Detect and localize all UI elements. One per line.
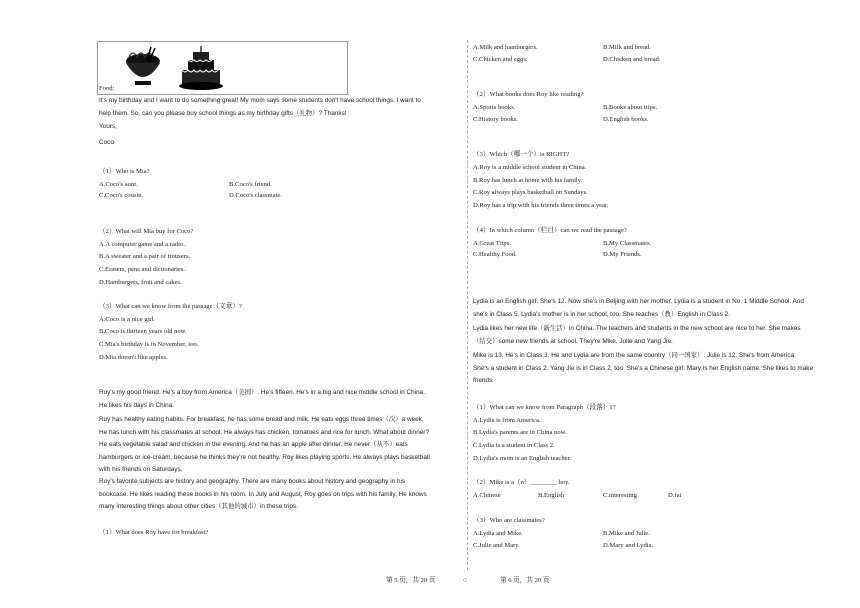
option-b[interactable]: B.Coco is thirteen years old now.: [99, 328, 187, 335]
question-stem: （4）In which column（栏目）can we read the passage?: [473, 227, 627, 234]
option-b[interactable]: B.Roy has lunch at home with his family.: [473, 177, 583, 184]
option-b[interactable]: B.A sweater and a pair of trousers.: [99, 253, 191, 260]
question-stem: （1）Who is Mia?: [99, 168, 150, 175]
option-a[interactable]: A.Coco's aunt.: [99, 181, 138, 188]
option-b[interactable]: B.Milk and bread.: [603, 44, 651, 51]
letter-closing: Yours,: [99, 123, 117, 130]
option-a[interactable]: A.Roy is a middle school student in China.: [473, 164, 587, 171]
question-stem: （2）What books does Roy like reading?: [473, 91, 584, 98]
question-stem: （3）What can we know from the passage（文章）?: [99, 303, 242, 310]
option-d[interactable]: D.Lydia's mom is an English teacher.: [473, 455, 572, 462]
roy-paragraph-1: Roy's my good friend. He's a boy from America（美国）. He's fifteen. He's in a big and nice middle school in China. He likes his days in China.: [99, 389, 425, 409]
question-stem: （3）Who are classmates?: [473, 517, 545, 524]
question-stem: （2）What will Mia buy for Coco?: [99, 228, 194, 235]
option-b[interactable]: B.Books about trips.: [603, 104, 658, 111]
option-c[interactable]: C.Lydia is a student in Class 2.: [473, 442, 555, 449]
option-d[interactable]: D.Chicken and bread.: [603, 56, 661, 63]
option-b[interactable]: B.Coco's friend.: [229, 181, 272, 188]
roy-paragraph-3: Roy's favorite subjects are history and geography. There are many books about history and geography in his bookcase. He likes reading these books in his room. In July and August, Roy goes on trips with his family. He knows many interesting things about other cities（其他的城市）in these trips.: [99, 478, 427, 510]
option-d[interactable]: D.Mary and Lydia.: [603, 542, 654, 549]
option-d[interactable]: D.Coco's classmate.: [229, 192, 283, 199]
question-stem: （1）What can we know from Paragraph（段落）1?: [473, 404, 616, 411]
option-b[interactable]: B.My Classmates.: [603, 240, 652, 247]
letter-paragraph: It's my birthday and I want to do something great! My mom says some students don't have school things. I want to help them. So, can you please buy school things as my birthday gifts（礼物）? Thanks!: [99, 97, 421, 117]
option-c[interactable]: C.Julie and Mary.: [473, 542, 520, 549]
lydia-paragraph-2: Lydia likes her new life（新生活）in China. The teachers and students in the new school are nice to her. She makes （结交）some new friends at school. They're Mike, Julie and Yang Jie.: [473, 325, 801, 345]
option-a[interactable]: A.Lydia is from America.: [473, 417, 541, 424]
option-b[interactable]: B.Lydia's parents are in China now.: [473, 429, 567, 436]
option-c[interactable]: C.History books.: [473, 116, 518, 123]
page-binding-circle: ○: [463, 577, 467, 584]
lydia-paragraph-1: Lydia is an English girl. She's 12. Now she's in Beijing with her mother. Lydia is a student in No. 1 Middle School. And she's in Class 5. Lydia's mother is in her school, too. She teaches（教）English in Class 2.: [473, 298, 804, 318]
page-number-right: 第 6 页，共 20 页: [500, 577, 550, 584]
option-a[interactable]: A.Lydia and Mike.: [473, 530, 523, 537]
option-c[interactable]: C.Chicken and eggs.: [473, 56, 528, 63]
option-a[interactable]: A.Sports books.: [473, 104, 516, 111]
option-c[interactable]: C.interesting: [603, 492, 637, 499]
food-label: Food:: [99, 85, 115, 92]
option-d[interactable]: D.Roy has a trip with his friends three times a year.: [473, 202, 609, 209]
option-d[interactable]: D.English books.: [603, 116, 649, 123]
option-c[interactable]: C.Erasers, pens and dictionaries.: [99, 266, 186, 273]
question-stem: （2）Mike is a（n）________ boy.: [473, 479, 570, 486]
option-a[interactable]: A.Coco is a nice girl.: [99, 316, 156, 323]
option-d[interactable]: D.Hamburgers, fruit and cakes.: [99, 279, 182, 286]
option-c[interactable]: C.Healthy Food.: [473, 251, 517, 258]
question-stem: （3）Which（哪一个）is RIGHT?: [473, 151, 570, 158]
page-divider: [467, 40, 468, 570]
letter-signature: Coco: [99, 139, 114, 146]
option-b[interactable]: B.English: [538, 492, 565, 499]
noodle-bowl-image: [121, 45, 165, 91]
birthday-cake-image: [177, 44, 225, 92]
option-c[interactable]: C.Mia's birthday is in November, too.: [99, 341, 199, 348]
option-a[interactable]: A.A computer game and a radio.: [99, 241, 185, 248]
option-d[interactable]: D.fat: [668, 492, 682, 499]
option-c[interactable]: C.Coco's cousin.: [99, 192, 144, 199]
option-a[interactable]: A.Great Trips.: [473, 240, 511, 247]
roy-paragraph-2: Roy has healthy eating habits. For breakfast, he has some bread and milk. He eats eggs three times（次）a week. He has lunch with his classmates at school. He always has chicken, tomatoes and rice for lunch. What about dinner? He eats vegetable salad and chicken in the evening. And he has an apple after dinner. He never（从不）eats hamburgers or ice-cream, because he thinks they're not healthy. Roy likes playing sports. He always plays basketball with his friends on Saturdays.: [99, 416, 430, 473]
option-d[interactable]: D.Mia doesn't like apples.: [99, 354, 168, 361]
option-a[interactable]: A.Chinese: [473, 492, 501, 499]
option-d[interactable]: D.My Friends.: [603, 251, 642, 258]
option-c[interactable]: C.Roy always plays basketball on Sundays.: [473, 189, 588, 196]
question-stem: （1）What does Roy have for breakfast?: [99, 529, 209, 536]
option-b[interactable]: B.Mike and Julie.: [603, 530, 650, 537]
page-number-left: 第 5 页，共 20 页: [386, 577, 436, 584]
lydia-paragraph-3: Mike is 13. He's in Class 3. He and Lydia are from the same country（同一国家）. Julie is 12. She's from America. She's a student in Class 2. Yang Jie is in Class 2, too. She's a Chinese girl. Mary is her English name. She likes to make friends.: [473, 352, 814, 384]
option-a[interactable]: A.Milk and hamburgers.: [473, 44, 538, 51]
